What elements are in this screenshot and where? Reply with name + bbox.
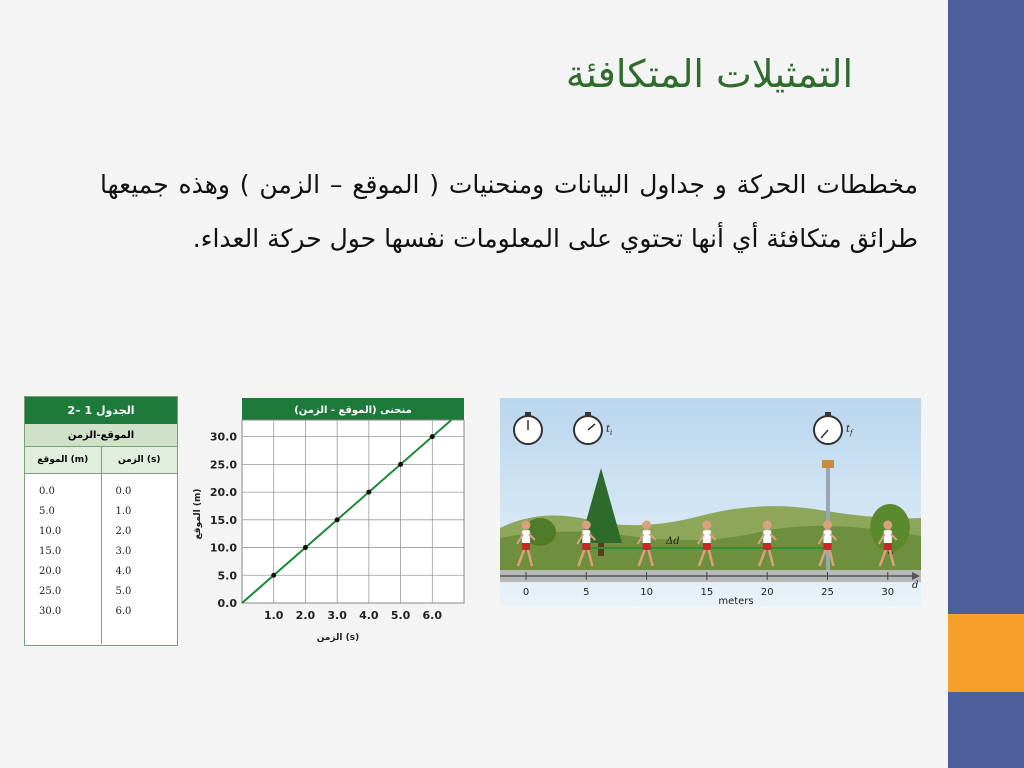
axis-symbol: d [912, 580, 919, 591]
table-cell: 6.0 [115, 606, 132, 617]
x-tick-label: 6.0 [422, 609, 443, 622]
y-tick-label: 15.0 [209, 513, 237, 527]
y-tick-label: 20.0 [209, 486, 237, 500]
table-cell: 0.0 [115, 486, 132, 497]
x-tick-label: 1.0 [263, 609, 284, 622]
table-cell: 1.0 [115, 506, 132, 517]
table-cell: 30.0 [39, 606, 62, 617]
side-accent-block [948, 614, 1024, 692]
x-axis-label: الزمن (s) [316, 633, 360, 643]
distance-tick-label: 20 [760, 587, 774, 598]
y-tick-label: 25.0 [209, 458, 237, 472]
position-time-table [24, 396, 178, 646]
table-cell: 5.0 [39, 506, 55, 517]
table-header-row [25, 447, 177, 474]
y-tick-label: 5.0 [217, 569, 237, 583]
data-point [335, 517, 340, 522]
table-header-position: الموقع (m) [25, 447, 102, 473]
y-tick-label: 0.0 [217, 597, 237, 610]
table-body [25, 474, 177, 644]
data-point [271, 573, 276, 578]
table-cell: 20.0 [39, 566, 62, 577]
motion-diagram [500, 398, 921, 606]
initial-time-label: $t_i$ [606, 424, 613, 437]
table-cell: 25.0 [39, 586, 62, 597]
final-time-label: $t_f$ [846, 424, 853, 437]
data-point [430, 434, 435, 439]
table-cell: 0.0 [39, 486, 55, 497]
data-point [303, 545, 308, 550]
y-tick-labels [210, 431, 237, 610]
position-time-chart [190, 396, 470, 648]
table-header-time: الزمن (s) [118, 455, 161, 465]
y-tick-label: 30.0 [209, 430, 237, 444]
table-title: الجدول 1 –2 [25, 397, 177, 424]
x-tick-labels [264, 609, 442, 622]
axis-unit-label: meters [718, 596, 754, 606]
position-column [25, 474, 102, 644]
time-column [102, 474, 178, 644]
slide-body-text: مخططات الحركة و جداول البيانات ومنحنيات ( الموقع – الزمن ) وهذه جميعها طرائق متكافئة أي أنها تحتوي على المعلومات نفسها حول حركة العداء. [100, 170, 918, 253]
distance-tick-label: 30 [881, 587, 895, 598]
x-tick-label: 2.0 [295, 609, 316, 622]
distance-tick-label: 25 [821, 587, 834, 598]
table-cell: 2.0 [115, 526, 132, 537]
displacement-label: Δd [666, 536, 680, 547]
table-cell: 5.0 [115, 586, 132, 597]
chart-title: منحنى (الموقع - الزمن) [294, 405, 412, 416]
x-tick-label: 5.0 [390, 609, 411, 622]
table-cell: 4.0 [115, 566, 132, 577]
data-point [398, 462, 403, 467]
y-axis-label: الموقع (m) [193, 488, 203, 540]
distance-tick-label: 0 [522, 587, 530, 598]
distance-tick-label: 5 [583, 587, 590, 598]
table-subtitle: الموقع-الزمن [25, 424, 177, 447]
y-tick-label: 10.0 [209, 541, 237, 555]
table-cell: 15.0 [39, 546, 62, 557]
table-cell: 10.0 [39, 526, 62, 537]
distance-tick-label: 10 [640, 587, 653, 598]
slide-title: التمثيلات المتكافئة [565, 52, 853, 96]
distance-tick-label: 15 [700, 587, 714, 598]
x-tick-label: 4.0 [359, 609, 379, 622]
data-point [366, 490, 371, 495]
x-tick-label: 3.0 [327, 609, 347, 622]
table-cell: 3.0 [115, 546, 132, 557]
